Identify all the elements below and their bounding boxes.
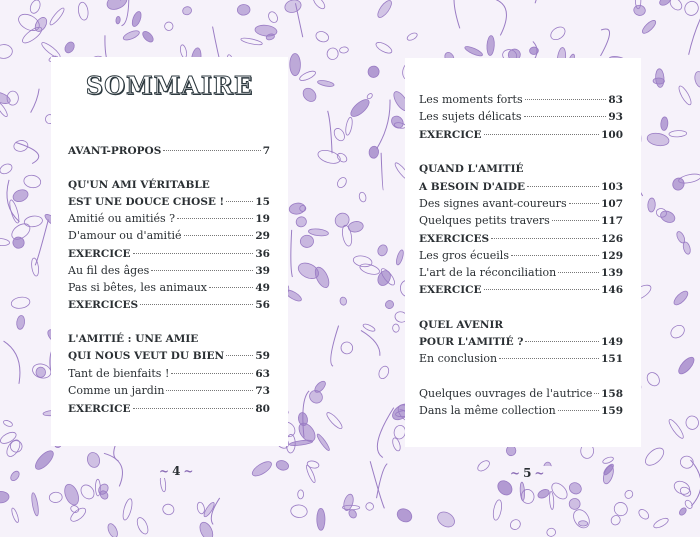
leaf-ornament bbox=[375, 268, 392, 287]
leaf-ornament bbox=[317, 79, 334, 87]
leaf-ornament bbox=[520, 482, 525, 501]
leaf-ornament bbox=[197, 520, 215, 537]
toc-entry-page: 146 bbox=[601, 284, 623, 296]
dot-leader bbox=[226, 201, 253, 202]
toc-entry[interactable] bbox=[68, 143, 270, 159]
leaf-ornament bbox=[374, 40, 393, 55]
toc-entry-page: 107 bbox=[601, 198, 623, 210]
leaf-ornament bbox=[332, 127, 347, 143]
leaf-ornament bbox=[506, 446, 516, 456]
leaf-ornament bbox=[164, 22, 173, 31]
leaf-ornament bbox=[250, 459, 274, 479]
leaf-ornament bbox=[28, 0, 42, 15]
dot-leader bbox=[133, 408, 254, 409]
stem-ornament bbox=[377, 408, 393, 458]
stem-ornament bbox=[328, 111, 332, 153]
leaf-ornament bbox=[135, 516, 150, 536]
leaf-ornament bbox=[395, 506, 414, 524]
leaf-ornament bbox=[640, 18, 657, 35]
leaf-ornament bbox=[389, 114, 406, 131]
leaf-ornament bbox=[316, 433, 331, 452]
leaf-ornament bbox=[336, 152, 349, 164]
dot-leader bbox=[226, 355, 253, 356]
leaf-ornament bbox=[30, 492, 39, 516]
leaf-ornament bbox=[567, 496, 582, 511]
leaf-ornament bbox=[549, 480, 570, 502]
leaf-ornament bbox=[659, 209, 677, 225]
leaf-ornament bbox=[435, 509, 457, 530]
leaf-ornament bbox=[0, 491, 9, 503]
stem-ornament bbox=[35, 220, 48, 266]
toc-entry[interactable] bbox=[68, 331, 270, 347]
leaf-ornament bbox=[358, 192, 367, 203]
dot-leader bbox=[525, 341, 599, 342]
stem-ornament bbox=[600, 29, 609, 56]
leaf-ornament bbox=[495, 478, 515, 498]
leaf-ornament bbox=[647, 198, 655, 212]
leaf-ornament bbox=[667, 418, 685, 440]
stem-ornament bbox=[381, 153, 383, 190]
leaf-ornament bbox=[366, 93, 373, 100]
leaf-ornament bbox=[339, 297, 347, 306]
dot-leader bbox=[527, 186, 599, 187]
leaf-ornament bbox=[601, 464, 615, 485]
toc-entry-label: QUAND L'AMITIÉ bbox=[419, 163, 524, 175]
leaf-ornament bbox=[298, 490, 304, 499]
leaf-ornament bbox=[308, 228, 329, 237]
dot-leader bbox=[177, 218, 253, 219]
leaf-ornament bbox=[317, 508, 325, 530]
toc-entry[interactable] bbox=[419, 109, 623, 125]
toc-entry-label: EXERCICE bbox=[419, 284, 482, 296]
toc-entry[interactable] bbox=[68, 177, 270, 193]
toc-entry-page: 19 bbox=[255, 213, 270, 225]
leaf-ornament bbox=[668, 323, 686, 341]
leaf-ornament bbox=[570, 507, 592, 531]
leaf-ornament bbox=[327, 47, 339, 60]
toc-entry-label: EXERCICE bbox=[419, 129, 482, 141]
toc-entry-label: Au fil des âges bbox=[68, 264, 150, 277]
toc-entry-label: Amitié ou amitiés ? bbox=[68, 212, 176, 225]
stem-ornament bbox=[691, 460, 700, 506]
leaf-ornament bbox=[549, 491, 554, 509]
leaf-ornament bbox=[10, 507, 19, 523]
leaf-ornament bbox=[48, 6, 66, 26]
leaf-ornament bbox=[345, 117, 354, 136]
leaf-ornament bbox=[602, 456, 614, 465]
toc-entry-page: 117 bbox=[601, 215, 623, 227]
toc-entry-page: 73 bbox=[255, 385, 270, 397]
leaf-ornament bbox=[633, 4, 646, 16]
leaf-ornament bbox=[677, 84, 693, 106]
leaf-ornament bbox=[660, 117, 668, 131]
toc-entry-label: Dans la même collection bbox=[419, 404, 556, 417]
stem-ornament bbox=[485, 0, 506, 35]
leaf-ornament bbox=[395, 249, 405, 265]
toc-entry[interactable] bbox=[419, 403, 623, 419]
toc-entry-label: Tant de bienfaits ! bbox=[68, 367, 170, 380]
toc-entry-page: 158 bbox=[601, 388, 623, 400]
toc-entry[interactable] bbox=[68, 366, 270, 382]
leaf-ornament bbox=[336, 176, 348, 189]
leaf-ornament bbox=[4, 438, 22, 459]
stem-ornament bbox=[377, 100, 390, 149]
toc-entry[interactable] bbox=[419, 127, 623, 143]
toc-entry[interactable] bbox=[68, 194, 270, 210]
dot-leader bbox=[133, 253, 254, 254]
stem-ornament bbox=[104, 453, 123, 486]
stem-ornament bbox=[361, 330, 380, 355]
toc-entry-page: 149 bbox=[601, 336, 623, 348]
leaf-ornament bbox=[49, 492, 63, 503]
stem-ornament bbox=[291, 230, 293, 277]
dot-leader bbox=[209, 287, 253, 288]
toc-entry-label: Quelques ouvrages de l'autrice bbox=[419, 387, 593, 400]
dot-leader bbox=[163, 150, 260, 151]
leaf-ornament bbox=[307, 460, 320, 469]
leaf-ornament bbox=[365, 502, 374, 511]
leaf-ornament bbox=[283, 0, 302, 14]
right-page-toc-panel bbox=[405, 58, 641, 447]
leaf-ornament bbox=[275, 459, 290, 472]
toc-entry-page: 39 bbox=[255, 265, 270, 277]
leaf-ornament bbox=[63, 40, 76, 54]
stem-ornament bbox=[16, 142, 39, 163]
leaf-ornament bbox=[121, 498, 134, 521]
toc-entry-label: Les moments forts bbox=[419, 93, 523, 106]
leaf-ornament bbox=[676, 355, 696, 376]
leaf-ornament bbox=[301, 86, 319, 104]
stem-ornament bbox=[370, 461, 384, 508]
leaf-ornament bbox=[645, 370, 662, 388]
toc-entry-label: EXERCICE bbox=[68, 403, 131, 415]
leaf-ornament bbox=[294, 215, 308, 229]
dot-leader bbox=[552, 220, 599, 221]
toc-entry[interactable] bbox=[419, 248, 623, 264]
toc-entry-label: Les sujets délicats bbox=[419, 110, 522, 123]
toc-entry-label: EXERCICES bbox=[419, 233, 490, 245]
leaf-ornament bbox=[464, 45, 484, 58]
toc-entry[interactable] bbox=[419, 161, 623, 177]
leaf-ornament bbox=[196, 502, 205, 515]
toc-entry-label: L'art de la réconciliation bbox=[419, 266, 557, 279]
leaf-ornament bbox=[652, 516, 669, 529]
leaf-ornament bbox=[339, 340, 354, 355]
leaf-ornament bbox=[106, 522, 119, 537]
leaf-ornament bbox=[508, 518, 522, 532]
dot-leader bbox=[171, 373, 253, 374]
dot-leader bbox=[524, 116, 607, 117]
toc-entry-page: 59 bbox=[255, 350, 270, 362]
leaf-ornament bbox=[406, 31, 418, 41]
leaf-ornament bbox=[668, 0, 684, 12]
toc-entry-label: EXERCICES bbox=[68, 299, 139, 311]
leaf-ornament bbox=[36, 367, 46, 378]
stem-ornament bbox=[31, 89, 40, 113]
stem-ornament bbox=[331, 326, 339, 367]
toc-entry[interactable] bbox=[419, 196, 623, 212]
dot-leader bbox=[569, 203, 599, 204]
dot-leader bbox=[558, 410, 599, 411]
leaf-ornament bbox=[8, 199, 21, 224]
leaf-ornament bbox=[367, 65, 380, 78]
leaf-ornament bbox=[161, 502, 175, 516]
dot-leader bbox=[484, 289, 600, 290]
leaf-ornament bbox=[31, 258, 40, 277]
toc-entry[interactable] bbox=[68, 383, 270, 399]
leaf-ornament bbox=[678, 507, 687, 517]
toc-entry-page: 36 bbox=[255, 248, 270, 260]
toc-entry-page: 49 bbox=[255, 282, 270, 294]
leaf-ornament bbox=[362, 323, 376, 333]
leaf-ornament bbox=[130, 10, 142, 27]
leaf-ornament bbox=[0, 237, 10, 246]
stem-ornament bbox=[377, 464, 388, 499]
leaf-ornament bbox=[548, 24, 567, 42]
toc-entry-page: 7 bbox=[262, 145, 270, 157]
toc-entry[interactable] bbox=[419, 317, 623, 333]
leaf-ornament bbox=[637, 508, 651, 521]
toc-entry-page: 63 bbox=[255, 368, 270, 380]
leaf-ornament bbox=[9, 470, 21, 483]
leaf-ornament bbox=[375, 0, 394, 20]
toc-entry[interactable] bbox=[419, 334, 623, 350]
leaf-ornament bbox=[314, 30, 330, 44]
leaf-ornament bbox=[316, 148, 341, 166]
leaf-ornament bbox=[658, 0, 672, 7]
leaf-ornament bbox=[671, 176, 686, 192]
leaf-ornament bbox=[311, 0, 326, 11]
leaf-ornament bbox=[682, 241, 692, 255]
toc-entry-page: 159 bbox=[601, 405, 623, 417]
leaf-ornament bbox=[546, 528, 556, 537]
leaf-ornament bbox=[104, 0, 129, 13]
dot-leader bbox=[511, 255, 599, 256]
leaf-ornament bbox=[33, 448, 57, 472]
dot-leader bbox=[140, 304, 253, 305]
dot-leader bbox=[558, 272, 599, 273]
toc-entry-label: POUR L'AMITIÉ ? bbox=[419, 336, 524, 348]
toc-entry-page: 126 bbox=[601, 233, 623, 245]
toc-entry[interactable] bbox=[419, 213, 623, 229]
leaf-ornament bbox=[679, 485, 693, 498]
toc-entry[interactable] bbox=[68, 246, 270, 262]
toc-entry[interactable] bbox=[419, 92, 623, 108]
leaf-ornament bbox=[672, 289, 690, 307]
leaf-ornament bbox=[486, 35, 494, 55]
dot-leader bbox=[594, 393, 599, 394]
leaf-ornament bbox=[352, 254, 373, 268]
leaf-ornament bbox=[675, 230, 686, 244]
leaf-ornament bbox=[86, 451, 101, 469]
leaf-ornament bbox=[11, 188, 30, 204]
leaf-ornament bbox=[240, 37, 262, 46]
leaf-ornament bbox=[642, 445, 666, 469]
toc-entry[interactable] bbox=[419, 282, 623, 298]
toc-entry-label: QU'UN AMI VÉRITABLE bbox=[68, 179, 210, 191]
leaf-ornament bbox=[0, 44, 13, 59]
leaf-ornament bbox=[325, 411, 344, 431]
toc-entry-label: EXERCICE bbox=[68, 248, 131, 260]
leaf-ornament bbox=[377, 365, 391, 381]
toc-entry[interactable] bbox=[68, 263, 270, 279]
dot-leader bbox=[166, 390, 253, 391]
toc-entry-label: Des signes avant-coureurs bbox=[419, 197, 567, 210]
leaf-ornament bbox=[476, 459, 491, 473]
leaf-ornament bbox=[359, 262, 381, 276]
left-page-toc-panel bbox=[51, 57, 288, 446]
toc-entry-page: 100 bbox=[601, 129, 623, 141]
toc-entry-label: EST UNE DOUCE CHOSE ! bbox=[68, 196, 225, 208]
toc-entry-label: D'amour ou d'amitié bbox=[68, 229, 182, 242]
toc-entry[interactable] bbox=[68, 280, 270, 296]
toc-entry[interactable] bbox=[68, 348, 270, 364]
dot-leader bbox=[484, 134, 600, 135]
leaf-ornament bbox=[348, 97, 372, 120]
dot-leader bbox=[184, 235, 254, 236]
leaf-ornament bbox=[78, 482, 96, 501]
toc-entry[interactable] bbox=[68, 228, 270, 244]
leaf-ornament bbox=[97, 482, 110, 496]
toc-entry[interactable] bbox=[419, 386, 623, 402]
leaf-ornament bbox=[376, 243, 389, 257]
toc-entry-page: 83 bbox=[608, 94, 623, 106]
toc-entry-page: 151 bbox=[601, 353, 623, 365]
toc-entry-page: 103 bbox=[601, 181, 623, 193]
leaf-ornament bbox=[693, 71, 700, 88]
toc-entry[interactable] bbox=[68, 211, 270, 227]
dot-leader bbox=[151, 270, 253, 271]
stem-ornament bbox=[689, 19, 700, 55]
left-page-number: ~ 4 ~ bbox=[146, 464, 206, 478]
toc-entry-label: QUI NOUS VEUT DU BIEN bbox=[68, 350, 225, 362]
leaf-ornament bbox=[23, 174, 42, 189]
toc-entry-page: 29 bbox=[255, 230, 270, 242]
leaf-ornament bbox=[623, 489, 634, 500]
leaf-ornament bbox=[567, 480, 583, 496]
toc-entry-label: En conclusion bbox=[419, 352, 498, 365]
leaf-ornament bbox=[122, 29, 141, 42]
leaf-ornament bbox=[16, 315, 25, 330]
leaf-ornament bbox=[685, 415, 699, 430]
toc-entry-page: 139 bbox=[601, 267, 623, 279]
page-title: SOMMAIRE bbox=[85, 71, 254, 100]
leaf-ornament bbox=[669, 130, 687, 137]
toc-entry-label: Pas si bêtes, les animaux bbox=[68, 281, 207, 294]
leaf-ornament bbox=[646, 132, 670, 148]
leaf-ornament bbox=[116, 16, 121, 24]
leaf-ornament bbox=[300, 235, 314, 248]
leaf-ornament bbox=[290, 504, 308, 518]
leaf-ornament bbox=[182, 6, 193, 16]
leaf-ornament bbox=[290, 53, 301, 75]
leaf-ornament bbox=[682, 0, 700, 18]
toc-entry[interactable] bbox=[68, 297, 270, 313]
leaf-ornament bbox=[237, 4, 250, 16]
dot-leader bbox=[499, 358, 599, 359]
stem-ornament bbox=[4, 341, 20, 384]
leaf-ornament bbox=[492, 499, 503, 521]
toc-entry[interactable] bbox=[419, 231, 623, 247]
leaf-ornament bbox=[578, 521, 587, 527]
toc-entry-label: L'AMITIÉ : UNE AMIE bbox=[68, 333, 199, 345]
toc-entry-page: 56 bbox=[255, 299, 270, 311]
leaf-ornament bbox=[77, 2, 89, 21]
dot-leader bbox=[525, 99, 607, 100]
toc-entry-label: Les gros écueils bbox=[419, 249, 509, 262]
toc-entry[interactable] bbox=[419, 351, 623, 367]
toc-entry-label: QUEL AVENIR bbox=[419, 319, 504, 331]
leaf-ornament bbox=[141, 29, 155, 43]
stem-ornament bbox=[531, 0, 540, 3]
leaf-ornament bbox=[537, 488, 551, 500]
leaf-ornament bbox=[0, 162, 14, 176]
toc-entry-page: 93 bbox=[608, 111, 623, 123]
toc-entry-label: A BESOIN D'AIDE bbox=[419, 181, 526, 193]
toc-entry-label: Comme un jardin bbox=[68, 384, 165, 397]
toc-entry-page: 129 bbox=[601, 250, 623, 262]
leaf-ornament bbox=[267, 10, 279, 24]
toc-entry-page: 80 bbox=[255, 403, 270, 415]
leaf-ornament bbox=[384, 299, 395, 310]
toc-entry[interactable] bbox=[419, 179, 623, 195]
toc-entry[interactable] bbox=[419, 265, 623, 281]
leaf-ornament bbox=[655, 69, 664, 88]
leaf-ornament bbox=[392, 324, 399, 333]
leaf-ornament bbox=[339, 46, 349, 53]
leaf-ornament bbox=[24, 215, 44, 228]
leaf-ornament bbox=[10, 296, 30, 310]
toc-entry[interactable] bbox=[68, 401, 270, 417]
toc-entry-label: AVANT-PROPOS bbox=[68, 145, 162, 157]
leaf-ornament bbox=[298, 69, 316, 82]
dot-leader bbox=[491, 238, 599, 239]
leaf-ornament bbox=[0, 430, 18, 446]
toc-entry-label: Quelques petits travers bbox=[419, 214, 550, 227]
leaf-ornament bbox=[3, 419, 14, 427]
toc-entry-page: 15 bbox=[255, 196, 270, 208]
leaf-ornament bbox=[62, 482, 81, 507]
stem-ornament bbox=[454, 0, 463, 28]
leaf-ornament bbox=[288, 202, 306, 215]
right-page-number: ~ 5 ~ bbox=[497, 466, 557, 480]
